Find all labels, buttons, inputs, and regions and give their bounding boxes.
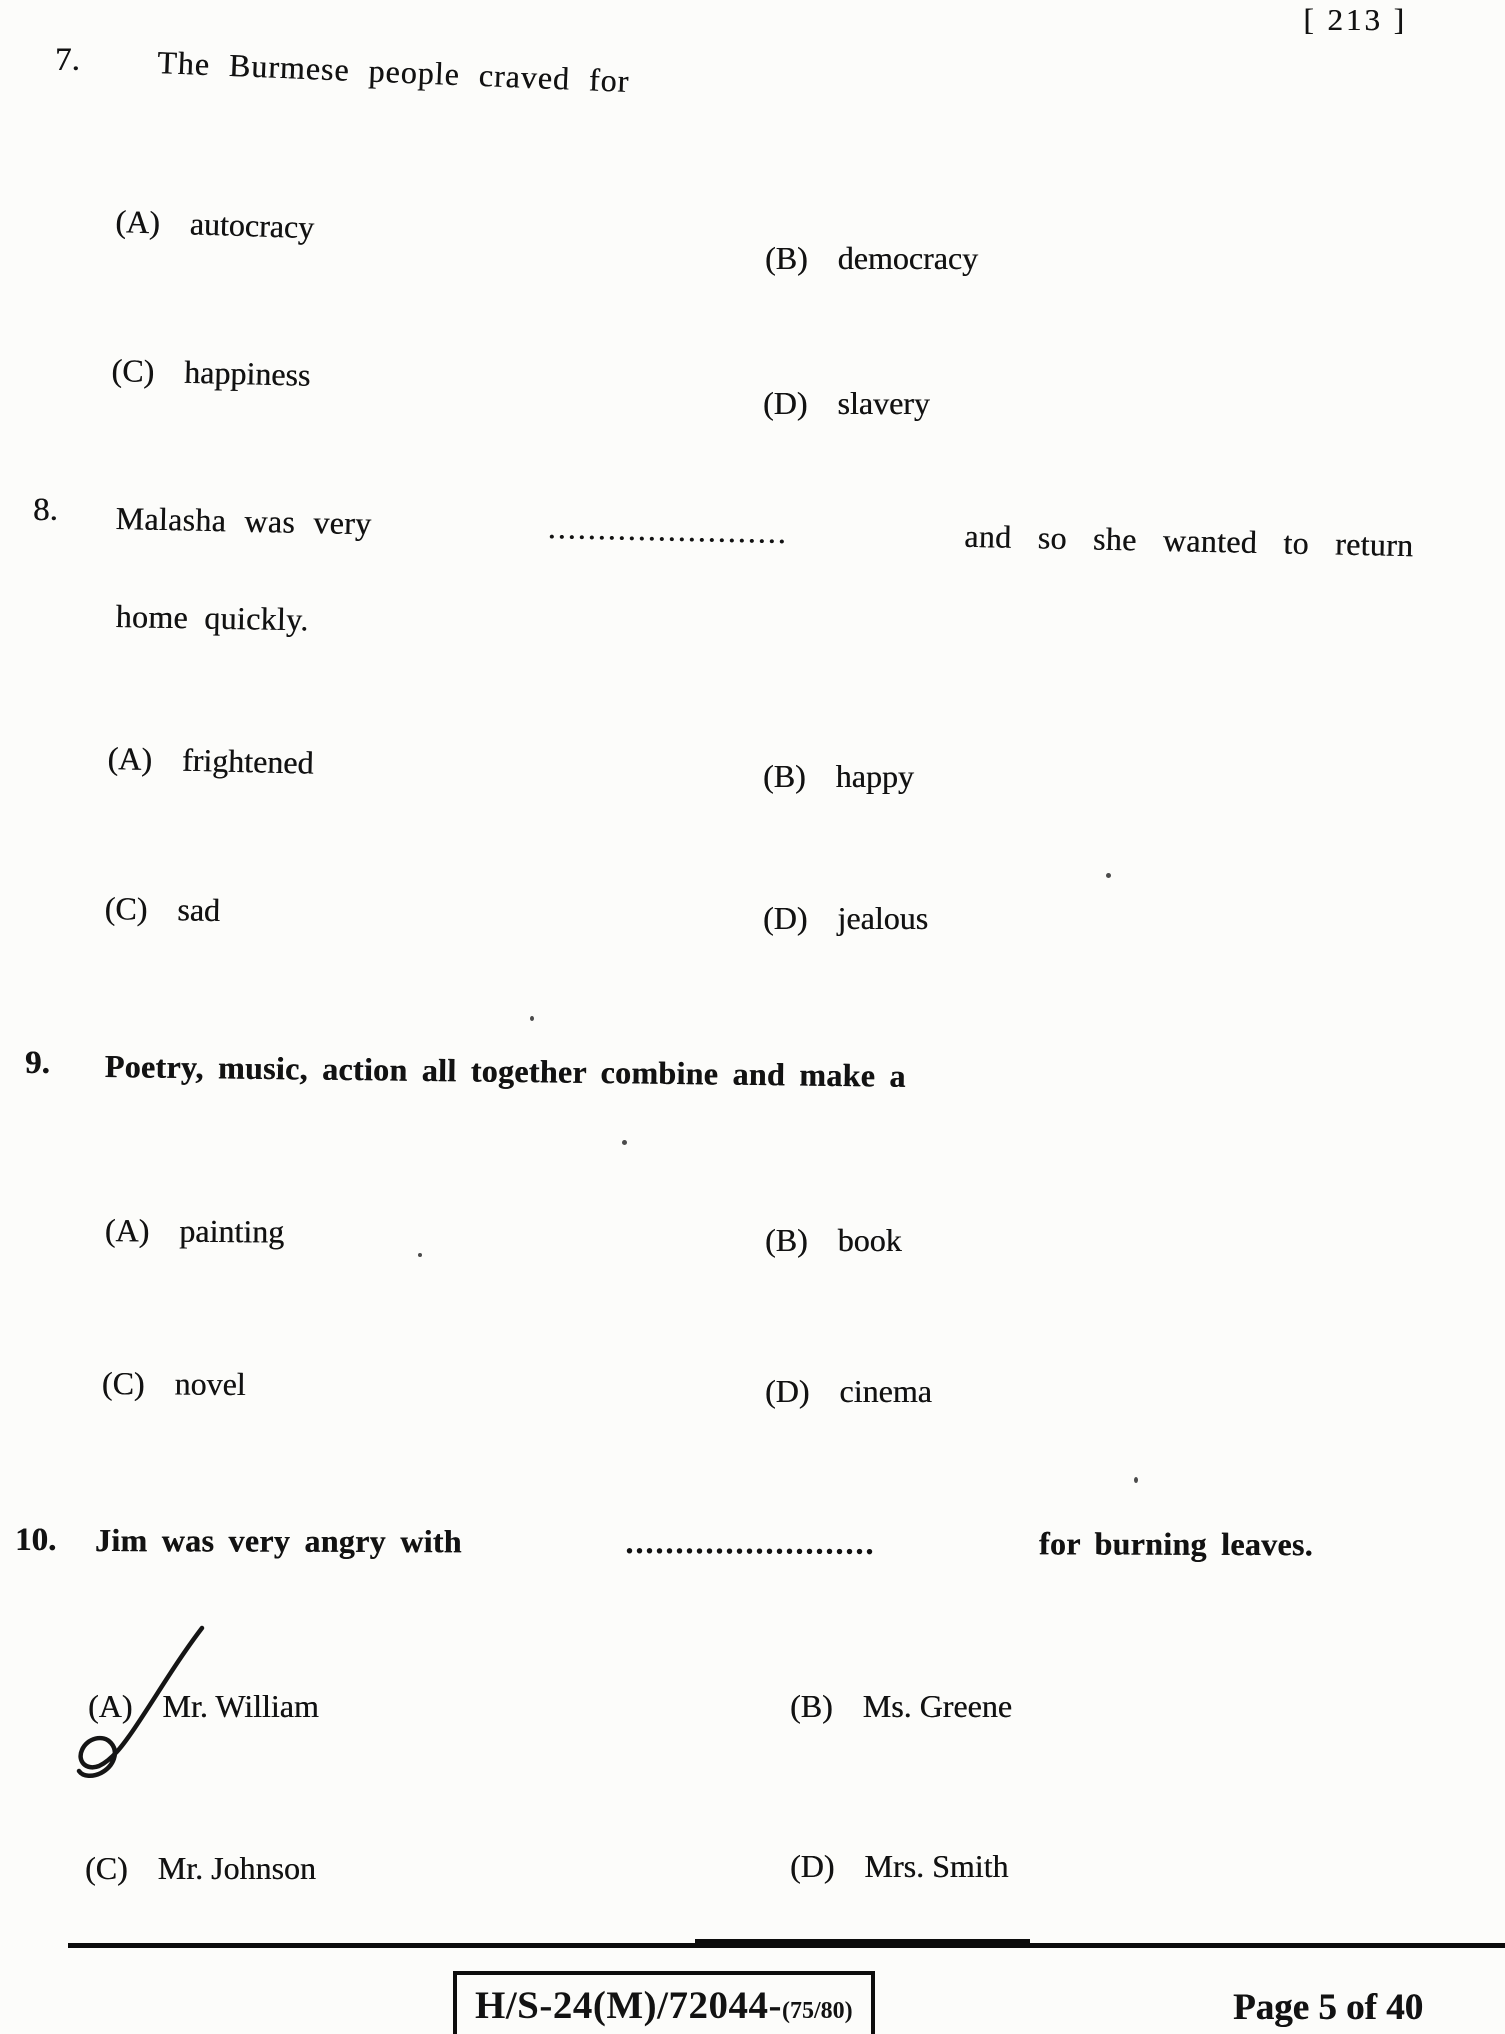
stem-prefix: Jim was very angry with: [94, 1522, 462, 1560]
option-text: sad: [177, 891, 221, 929]
question-7-stem: The Burmese people craved for: [156, 44, 630, 99]
question-7-option-c: [111, 352, 311, 394]
option-label: (D): [790, 1848, 835, 1884]
question-9-stem: Poetry, music, action all together combine and make a: [104, 1048, 906, 1094]
stem-suffix: and so she wanted to return: [963, 517, 1414, 564]
question-9-option-b: [765, 1222, 902, 1259]
option-text: book: [837, 1222, 902, 1258]
question-10-stem: [95, 1522, 1313, 1563]
option-label: (D): [763, 385, 808, 421]
stem-suffix: for burning leaves.: [1038, 1525, 1313, 1563]
option-label: (A): [114, 203, 161, 241]
option-text: slavery: [837, 385, 930, 421]
option-text: cinema: [839, 1373, 932, 1409]
option-text: frightened: [181, 741, 314, 781]
question-10-option-d: [790, 1848, 1008, 1885]
footer-divider-line-thick: [695, 1939, 1030, 1948]
question-9-option-d: [765, 1373, 932, 1410]
option-text: novel: [174, 1365, 246, 1403]
option-label: (B): [790, 1688, 833, 1724]
fill-in-blank: ........................: [547, 509, 789, 551]
question-10-number: 10.: [15, 1522, 57, 1558]
option-text: happy: [835, 758, 914, 794]
paper-code-suffix: (75/80): [781, 1998, 853, 2024]
question-8-option-a: [107, 740, 314, 782]
option-text: democracy: [837, 240, 979, 276]
question-9-option-c: [102, 1365, 246, 1403]
question-10-option-c: [85, 1850, 316, 1887]
scan-artifact-dot: [1106, 873, 1111, 878]
option-label: (D): [765, 1373, 810, 1409]
fill-in-blank: .........................: [625, 1523, 876, 1561]
page-reference: [ 213 ]: [1303, 2, 1407, 37]
option-text: Mr. Johnson: [157, 1850, 316, 1886]
option-label: (C): [104, 890, 148, 927]
option-text: Mrs. Smith: [864, 1848, 1009, 1884]
question-7-option-a: [115, 203, 315, 246]
option-label: (B): [765, 1222, 808, 1258]
question-10-option-a: [88, 1688, 319, 1725]
scan-artifact-dot: [418, 1253, 422, 1257]
scan-artifact-dot: [1134, 1477, 1138, 1483]
stem-prefix: Malasha was very: [115, 500, 372, 542]
option-text: painting: [179, 1212, 285, 1250]
option-label: (B): [765, 240, 808, 276]
option-text: Mr. William: [162, 1688, 319, 1724]
question-9-option-a: [105, 1212, 285, 1251]
option-label: (C): [111, 352, 155, 390]
question-7-number: 7.: [55, 42, 80, 78]
scan-artifact-dot: [530, 1016, 534, 1021]
question-10-option-b: [790, 1688, 1012, 1725]
option-label: (D): [763, 900, 808, 936]
question-8-option-c: [104, 890, 220, 929]
question-8-option-b: [763, 758, 914, 795]
question-8-option-d: [763, 900, 928, 937]
paper-code: H/S-24(M)/72044-: [475, 1984, 782, 2027]
option-text: Ms. Greene: [862, 1688, 1012, 1724]
option-text: jealous: [837, 900, 929, 936]
option-label: (A): [88, 1688, 133, 1724]
page-indicator: Page 5 of 40: [1233, 1987, 1424, 2028]
paper-code-box: [453, 1971, 875, 2034]
option-text: happiness: [183, 353, 311, 393]
question-8-number: 8.: [33, 492, 58, 528]
question-9-number: 9.: [25, 1045, 50, 1081]
scan-artifact-dot: [622, 1140, 627, 1145]
question-7-option-b: [765, 240, 978, 277]
option-label: (A): [107, 740, 153, 777]
question-8-stem-line-1: [115, 500, 1413, 564]
question-8-stem-line-2: home quickly.: [115, 598, 309, 638]
option-label: (B): [763, 758, 806, 794]
option-label: (C): [101, 1365, 145, 1402]
option-label: (C): [85, 1850, 128, 1886]
option-label: (A): [104, 1212, 150, 1249]
option-text: autocracy: [189, 205, 315, 246]
question-7-option-d: [763, 385, 930, 422]
